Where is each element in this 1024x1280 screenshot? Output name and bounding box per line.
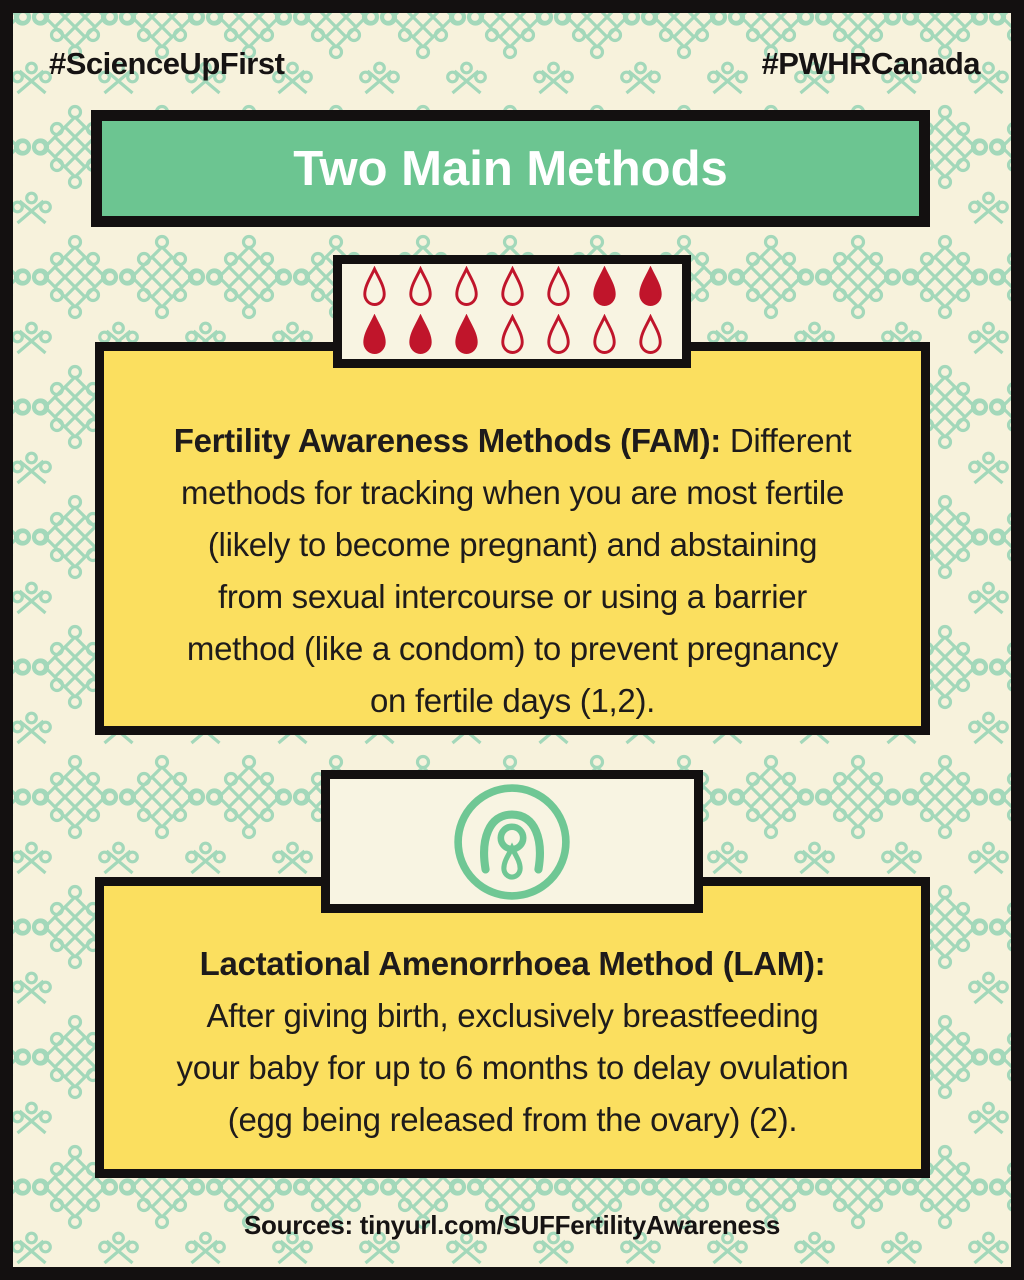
fam-term-rest: Different	[720, 422, 852, 459]
fam-term-bold: Fertility Awareness Methods (FAM):	[173, 422, 721, 459]
fam-definition-card	[95, 342, 930, 735]
lam-text-line	[104, 938, 921, 990]
menstrual-droplets-panel	[333, 255, 691, 368]
blood-drop-icon-filled	[403, 314, 438, 357]
lam-definition-card	[95, 877, 930, 1178]
blood-drop-icon-filled	[449, 314, 484, 357]
blood-drop-icon-outline	[541, 266, 576, 309]
breastfeeding-icon-panel	[321, 770, 703, 913]
fam-text-line: method (like a condom) to prevent pregnancy	[186, 630, 839, 667]
blood-drop-icon-outline	[495, 266, 530, 309]
fam-text-line: methods for tracking when you are most fertile	[180, 474, 844, 511]
blood-drop-icon-outline	[633, 314, 668, 357]
blood-drop-icon-outline	[449, 266, 484, 309]
blood-drop-icon-outline	[587, 314, 622, 357]
fam-text-line: from sexual intercourse or using a barrier	[218, 578, 807, 615]
blood-drop-icon-filled	[633, 266, 668, 309]
hashtag-pwhrcanada: #PWHRCanada	[761, 46, 980, 81]
lam-term-bold: Lactational Amenorrhoea Method (LAM):	[199, 945, 826, 982]
blood-drop-icon-outline	[403, 266, 438, 309]
droplet-row-2	[357, 314, 668, 357]
title-banner	[91, 110, 930, 227]
blood-drop-icon-outline	[495, 314, 530, 357]
blood-drop-icon-outline	[541, 314, 576, 357]
blood-drop-icon-filled	[587, 266, 622, 309]
sources-line: Sources: tinyurl.com/SUFFertilityAwareness	[244, 1210, 780, 1240]
breastfeeding-lactation-icon	[451, 781, 573, 903]
hashtag-scienceupfirst: #ScienceUpFirst	[49, 46, 285, 81]
fam-text-line: (likely to become pregnant) and abstaining	[207, 526, 818, 563]
blood-drop-icon-filled	[357, 314, 392, 357]
page-title: Two Main Methods	[293, 141, 728, 196]
lam-text-line: After giving birth, exclusively breastfeeding	[206, 997, 819, 1034]
droplet-row-1	[357, 266, 668, 309]
fam-text-line	[104, 415, 921, 467]
blood-drop-icon-outline	[357, 266, 392, 309]
fam-text-line: on fertile days (1,2).	[369, 682, 656, 719]
lam-text-line: your baby for up to 6 months to delay ovulation	[176, 1049, 849, 1086]
lam-text-line: (egg being released from the ovary) (2).	[227, 1101, 798, 1138]
